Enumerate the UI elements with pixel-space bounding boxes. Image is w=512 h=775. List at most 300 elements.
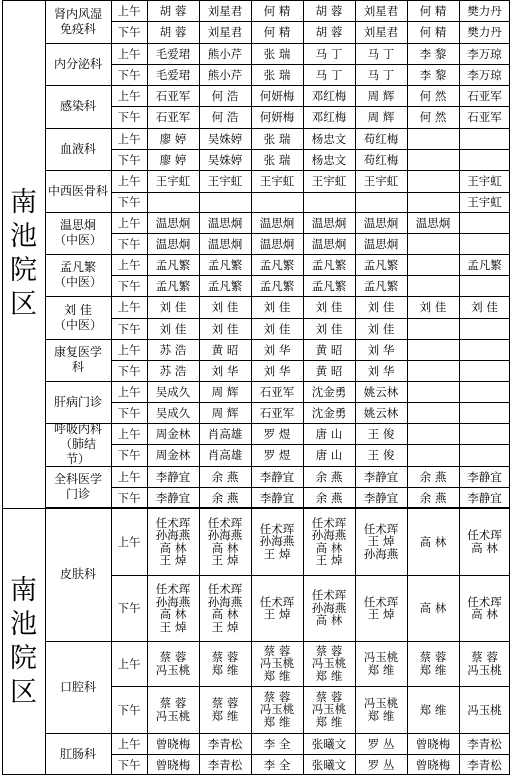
doctor-cell-text: 温思炯 <box>207 236 243 251</box>
doctor-cell <box>147 275 199 296</box>
doctor-cell <box>147 686 199 733</box>
doctor-cell <box>407 686 459 733</box>
doctor-cell <box>355 43 407 64</box>
doctor-cell-text: 刘 佳 <box>367 300 395 314</box>
doctor-cell <box>303 233 355 254</box>
doctor-cell <box>407 402 459 423</box>
doctor-cell <box>459 508 510 575</box>
period-pm-label-text: 下午 <box>117 152 141 167</box>
period-pm-label-text: 下午 <box>117 195 141 209</box>
doctor-cell <box>407 360 459 381</box>
doctor-cell <box>147 487 199 508</box>
grid-line <box>111 149 510 150</box>
doctor-cell <box>199 275 251 296</box>
doctor-cell-text: 刘 佳 <box>211 321 239 336</box>
doctor-cell-text: 吴姝婷 <box>207 131 243 146</box>
period-pm-label <box>111 402 147 423</box>
doctor-cell <box>407 641 459 686</box>
doctor-cell <box>251 85 303 106</box>
period-am-label-text: 上午 <box>117 534 141 549</box>
doctor-cell <box>303 318 355 339</box>
department-label <box>45 508 111 641</box>
grid-line <box>407 508 408 775</box>
period-am-label-text: 上午 <box>117 469 141 484</box>
doctor-cell-text: 张曦文 <box>311 736 347 751</box>
doctor-cell <box>407 423 459 444</box>
grid-line <box>407 0 408 508</box>
period-pm-label <box>111 487 147 508</box>
grid-line <box>303 508 304 775</box>
doctor-cell <box>251 212 303 233</box>
doctor-cell-text: 刘 佳 <box>211 300 239 314</box>
doctor-cell <box>251 170 303 192</box>
doctor-cell <box>355 85 407 106</box>
doctor-cell <box>199 641 251 686</box>
doctor-cell <box>251 339 303 360</box>
doctor-cell <box>303 106 355 128</box>
doctor-cell <box>459 149 510 170</box>
doctor-cell <box>355 487 407 508</box>
area-label <box>2 508 45 775</box>
grid-line <box>2 0 3 508</box>
doctor-cell-text: 温思炯 <box>363 236 399 251</box>
doctor-cell-text: 余 燕 <box>315 469 343 484</box>
doctor-cell <box>355 233 407 254</box>
grid-line <box>2 508 3 775</box>
doctor-cell <box>199 21 251 43</box>
grid-line <box>111 233 510 234</box>
doctor-cell <box>407 170 459 192</box>
doctor-cell <box>251 318 303 339</box>
grid-line <box>111 754 510 755</box>
doctor-cell-text: 李静宜 <box>155 490 191 505</box>
doctor-cell <box>251 575 303 641</box>
doctor-cell <box>147 21 199 43</box>
doctor-cell-text: 胡 蓉 <box>315 25 343 39</box>
department-label <box>45 381 111 423</box>
doctor-cell-text: 温思炯 <box>415 215 451 230</box>
doctor-cell <box>251 686 303 733</box>
doctor-cell <box>407 575 459 641</box>
doctor-cell <box>355 733 407 754</box>
period-pm-label <box>111 192 147 212</box>
doctor-cell <box>199 170 251 192</box>
doctor-cell-text: 罗 丛 <box>367 757 395 772</box>
department-label <box>45 0 111 43</box>
doctor-cell-text: 刘星君 <box>363 25 399 39</box>
doctor-cell-text: 温思炯 <box>259 215 295 230</box>
doctor-cell <box>147 466 199 487</box>
doctor-cell <box>459 381 510 402</box>
doctor-cell <box>199 360 251 381</box>
grid-line <box>111 106 510 107</box>
doctor-cell-text: 何 精 <box>263 3 291 18</box>
grid-line <box>111 508 112 775</box>
period-pm-label-text: 下午 <box>117 448 141 462</box>
doctor-cell-text: 何 浩 <box>211 88 239 103</box>
department-label <box>45 43 111 85</box>
period-pm-label-text: 下午 <box>117 702 141 717</box>
doctor-cell <box>459 754 510 775</box>
doctor-cell <box>251 402 303 423</box>
doctor-cell-text: 石亚军 <box>155 110 191 124</box>
period-am-label-text: 上午 <box>117 46 141 61</box>
doctor-cell-text: 何妍梅 <box>259 88 295 103</box>
doctor-cell-text: 唐 山 <box>315 426 343 441</box>
period-am-label-text: 上午 <box>117 426 141 441</box>
doctor-cell-text: 孟凡繁 <box>363 257 399 272</box>
doctor-cell <box>147 85 199 106</box>
doctor-cell <box>459 641 510 686</box>
doctor-cell-text: 张 瑞 <box>263 152 291 167</box>
doctor-cell <box>303 43 355 64</box>
doctor-cell <box>355 575 407 641</box>
area-label-text: 南池院区 <box>10 574 37 708</box>
doctor-cell-text: 王 俊 <box>367 426 395 441</box>
period-am-label <box>111 641 147 686</box>
doctor-cell-text: 何 然 <box>419 110 447 124</box>
doctor-cell <box>407 212 459 233</box>
doctor-cell-text: 何 浩 <box>211 110 239 124</box>
doctor-cell <box>147 192 199 212</box>
doctor-cell <box>459 254 510 275</box>
doctor-cell <box>251 233 303 254</box>
period-pm-label <box>111 686 147 733</box>
doctor-cell-text: 廖 婷 <box>159 131 187 146</box>
department-label-text: 孟凡繁 （中医） <box>53 260 102 289</box>
doctor-cell-text: 肖高雄 <box>207 426 243 441</box>
doctor-cell-text: 胡 蓉 <box>159 25 187 39</box>
department-label-text: 感染科 <box>59 99 96 113</box>
period-pm-label <box>111 21 147 43</box>
doctor-cell-text: 苏 浩 <box>159 342 187 357</box>
doctor-cell <box>303 444 355 466</box>
doctor-cell <box>355 106 407 128</box>
doctor-cell <box>303 149 355 170</box>
doctor-cell-text: 孟凡繁 <box>259 278 295 293</box>
department-label <box>45 466 111 508</box>
doctor-cell <box>199 444 251 466</box>
doctor-cell-text: 马 丁 <box>367 46 395 61</box>
doctor-cell <box>407 733 459 754</box>
grid-line <box>355 0 356 508</box>
doctor-cell <box>199 85 251 106</box>
doctor-cell <box>459 339 510 360</box>
doctor-cell <box>407 233 459 254</box>
doctor-cell <box>303 296 355 318</box>
doctor-cell <box>459 0 510 21</box>
doctor-cell-text: 周 辉 <box>211 405 239 420</box>
doctor-cell-text: 刘 佳 <box>315 300 343 314</box>
doctor-cell-text: 孟凡繁 <box>155 278 191 293</box>
doctor-cell-text: 曾晓梅 <box>155 736 191 751</box>
period-am-label-text: 上午 <box>117 257 141 272</box>
grid-line <box>111 487 510 488</box>
doctor-cell <box>303 575 355 641</box>
period-am-label <box>111 85 147 106</box>
grid-line <box>111 444 510 445</box>
doctor-cell <box>355 21 407 43</box>
doctor-cell <box>407 508 459 575</box>
doctor-cell <box>251 254 303 275</box>
period-pm-label-text: 下午 <box>117 25 141 39</box>
doctor-cell <box>251 381 303 402</box>
period-am-label-text: 上午 <box>117 736 141 751</box>
doctor-cell <box>355 339 407 360</box>
doctor-cell-text: 刘 佳 <box>159 321 187 336</box>
doctor-cell-text: 李静宜 <box>467 469 502 484</box>
doctor-cell <box>251 43 303 64</box>
doctor-cell <box>199 575 251 641</box>
doctor-cell <box>251 128 303 149</box>
grid-line <box>509 508 510 775</box>
doctor-cell <box>147 754 199 775</box>
doctor-cell-text: 孟凡繁 <box>363 278 399 293</box>
period-am-label <box>111 254 147 275</box>
doctor-cell <box>459 360 510 381</box>
doctor-cell <box>407 106 459 128</box>
grid-line <box>355 508 356 775</box>
doctor-cell-text: 姚云林 <box>363 405 399 420</box>
doctor-cell-text: 周 辉 <box>367 110 395 124</box>
doctor-cell <box>303 508 355 575</box>
period-am-label <box>111 296 147 318</box>
period-am-label <box>111 423 147 444</box>
doctor-cell <box>147 212 199 233</box>
doctor-cell <box>407 318 459 339</box>
period-am-label <box>111 170 147 192</box>
doctor-cell <box>303 381 355 402</box>
doctor-cell-text: 吴成久 <box>155 384 191 399</box>
doctor-cell-text: 冯玉桃 <box>467 702 502 717</box>
department-label-text: 康复医学 科 <box>53 345 102 374</box>
doctor-cell <box>199 339 251 360</box>
period-am-label <box>111 212 147 233</box>
doctor-cell-text: 石亚军 <box>259 384 295 399</box>
doctor-cell <box>303 466 355 487</box>
doctor-cell <box>355 423 407 444</box>
doctor-cell-text: 余 燕 <box>419 469 447 484</box>
doctor-cell <box>147 733 199 754</box>
doctor-cell <box>459 275 510 296</box>
doctor-cell <box>303 686 355 733</box>
doctor-cell-text: 刘星君 <box>363 3 399 18</box>
doctor-cell-text: 李 黎 <box>419 46 447 61</box>
doctor-cell <box>147 575 199 641</box>
doctor-cell-text: 任术珲 高 林 <box>467 594 502 621</box>
doctor-cell-text: 蔡 蓉 冯玉桃 <box>467 650 502 677</box>
doctor-cell-text: 刘 佳 <box>315 321 343 336</box>
doctor-cell-text: 周金林 <box>155 448 191 462</box>
doctor-cell-text: 马 丁 <box>367 67 395 82</box>
doctor-cell-text: 何妍梅 <box>259 110 295 124</box>
period-pm-label <box>111 444 147 466</box>
doctor-cell <box>459 170 510 192</box>
doctor-cell <box>407 466 459 487</box>
period-pm-label-text: 下午 <box>117 321 141 336</box>
period-pm-label <box>111 149 147 170</box>
doctor-cell <box>303 64 355 85</box>
doctor-cell-text: 熊小芹 <box>207 46 243 61</box>
doctor-cell <box>355 754 407 775</box>
doctor-cell <box>251 466 303 487</box>
grid-line <box>111 21 510 22</box>
doctor-cell <box>407 381 459 402</box>
doctor-cell <box>199 192 251 212</box>
period-pm-label-text: 下午 <box>117 110 141 124</box>
period-am-label-text: 上午 <box>117 384 141 399</box>
doctor-cell <box>355 381 407 402</box>
doctor-cell <box>355 444 407 466</box>
department-label-text: 血液科 <box>59 141 96 156</box>
doctor-cell-text: 任术珲 高 林 <box>467 528 502 555</box>
grid-line <box>459 508 460 775</box>
doctor-cell <box>251 487 303 508</box>
doctor-cell <box>355 360 407 381</box>
grid-line <box>199 508 200 775</box>
department-label <box>45 296 111 339</box>
doctor-cell-text: 石亚军 <box>259 405 295 420</box>
grid-line <box>111 192 510 193</box>
doctor-cell-text: 曾晓梅 <box>415 736 451 751</box>
doctor-cell-text: 冯玉桃 郑 维 <box>363 696 399 723</box>
doctor-cell <box>459 733 510 754</box>
department-label-text: 全科医学 门诊 <box>53 472 102 501</box>
department-label-text: 刘 佳 （中医） <box>53 302 102 332</box>
doctor-cell-text: 何 然 <box>419 88 447 103</box>
doctor-cell <box>459 85 510 106</box>
doctor-cell-text: 李 黎 <box>419 67 447 82</box>
doctor-cell-text: 李静宜 <box>363 469 399 484</box>
doctor-cell-text: 郑 维 <box>419 702 447 717</box>
doctor-cell-text: 胡 蓉 <box>159 3 187 18</box>
period-pm-label <box>111 275 147 296</box>
doctor-cell <box>147 64 199 85</box>
doctor-cell <box>355 318 407 339</box>
doctor-cell <box>147 43 199 64</box>
department-label-text: 温思炯 （中医） <box>53 218 102 247</box>
doctor-cell-text: 杨忠文 <box>311 152 347 167</box>
department-label <box>45 733 111 775</box>
doctor-cell <box>303 275 355 296</box>
doctor-cell-text: 温思炯 <box>311 236 347 251</box>
doctor-cell-text: 沈金勇 <box>311 384 347 399</box>
doctor-cell-text: 李静宜 <box>155 469 191 484</box>
doctor-cell <box>459 106 510 128</box>
doctor-cell-text: 黄 昭 <box>211 342 239 357</box>
doctor-cell <box>303 402 355 423</box>
doctor-cell <box>251 21 303 43</box>
doctor-cell-text: 任术珲 孙海燕 高 林 王 焯 <box>155 582 191 634</box>
doctor-cell <box>199 318 251 339</box>
doctor-cell-text: 石亚军 <box>467 88 502 103</box>
period-am-label-text: 上午 <box>117 342 141 357</box>
doctor-cell <box>407 254 459 275</box>
period-pm-label <box>111 106 147 128</box>
doctor-cell <box>251 360 303 381</box>
doctor-cell-text: 王 俊 <box>367 448 395 462</box>
doctor-cell-text: 任术珲 王 焯 <box>363 594 399 621</box>
doctor-cell-text: 刘 佳 <box>263 300 291 314</box>
doctor-cell-text: 任术珲 王 焯 <box>259 594 295 621</box>
doctor-cell-text: 毛爱珺 <box>155 67 191 82</box>
period-pm-label-text: 下午 <box>117 757 141 772</box>
doctor-cell <box>407 487 459 508</box>
department-label-text: 中西医骨科 <box>47 183 108 198</box>
doctor-cell-text: 黄 昭 <box>315 342 343 357</box>
grid-line <box>251 508 252 775</box>
doctor-cell-text: 李静宜 <box>467 490 502 505</box>
doctor-cell-text: 任术珲 孙海燕 高 林 王 焯 <box>207 582 243 634</box>
doctor-cell <box>199 128 251 149</box>
doctor-cell <box>251 64 303 85</box>
doctor-cell-text: 李青松 <box>207 736 243 751</box>
doctor-cell <box>251 641 303 686</box>
doctor-cell <box>147 233 199 254</box>
doctor-cell <box>303 212 355 233</box>
doctor-cell <box>459 466 510 487</box>
doctor-cell <box>407 275 459 296</box>
doctor-cell <box>147 360 199 381</box>
doctor-cell-text: 刘 华 <box>367 363 395 378</box>
doctor-cell-text: 唐 山 <box>315 448 343 462</box>
department-label <box>45 170 111 212</box>
doctor-cell <box>199 106 251 128</box>
doctor-cell <box>251 733 303 754</box>
doctor-cell <box>147 318 199 339</box>
doctor-cell-text: 曾晓梅 <box>415 757 451 772</box>
doctor-cell <box>407 64 459 85</box>
doctor-cell <box>407 21 459 43</box>
doctor-cell-text: 高 林 <box>419 534 447 549</box>
doctor-cell <box>303 487 355 508</box>
doctor-cell <box>199 754 251 775</box>
doctor-cell <box>199 466 251 487</box>
doctor-cell <box>147 254 199 275</box>
doctor-cell <box>303 192 355 212</box>
doctor-cell <box>407 444 459 466</box>
doctor-cell <box>303 733 355 754</box>
doctor-cell <box>355 296 407 318</box>
area-label-text: 南池院区 <box>10 187 37 320</box>
doctor-cell <box>407 85 459 106</box>
doctor-cell <box>355 149 407 170</box>
doctor-cell <box>147 423 199 444</box>
doctor-cell-text: 胡 蓉 <box>315 3 343 18</box>
department-label <box>45 85 111 128</box>
doctor-cell-text: 何 精 <box>419 3 447 18</box>
doctor-cell-text: 邓红梅 <box>311 88 347 103</box>
doctor-cell-text: 姚云林 <box>363 384 399 399</box>
doctor-cell <box>407 296 459 318</box>
doctor-cell <box>147 508 199 575</box>
doctor-cell <box>199 508 251 575</box>
period-pm-label <box>111 360 147 381</box>
doctor-cell-text: 王宇虹 <box>155 174 191 188</box>
department-label <box>45 339 111 381</box>
doctor-cell-text: 孟凡繁 <box>155 257 191 272</box>
doctor-cell <box>355 0 407 21</box>
department-label-text: 皮肤科 <box>59 567 96 581</box>
doctor-cell <box>251 275 303 296</box>
doctor-cell-text: 石亚军 <box>467 110 502 124</box>
period-pm-label-text: 下午 <box>117 490 141 505</box>
period-am-label-text: 上午 <box>117 300 141 314</box>
doctor-cell-text: 马 丁 <box>315 46 343 61</box>
department-label-text: 肾内风湿 免疫科 <box>53 6 102 36</box>
doctor-cell-text: 周金林 <box>155 426 191 441</box>
doctor-cell-text: 任术珲 孙海燕 王 焯 <box>259 521 295 561</box>
